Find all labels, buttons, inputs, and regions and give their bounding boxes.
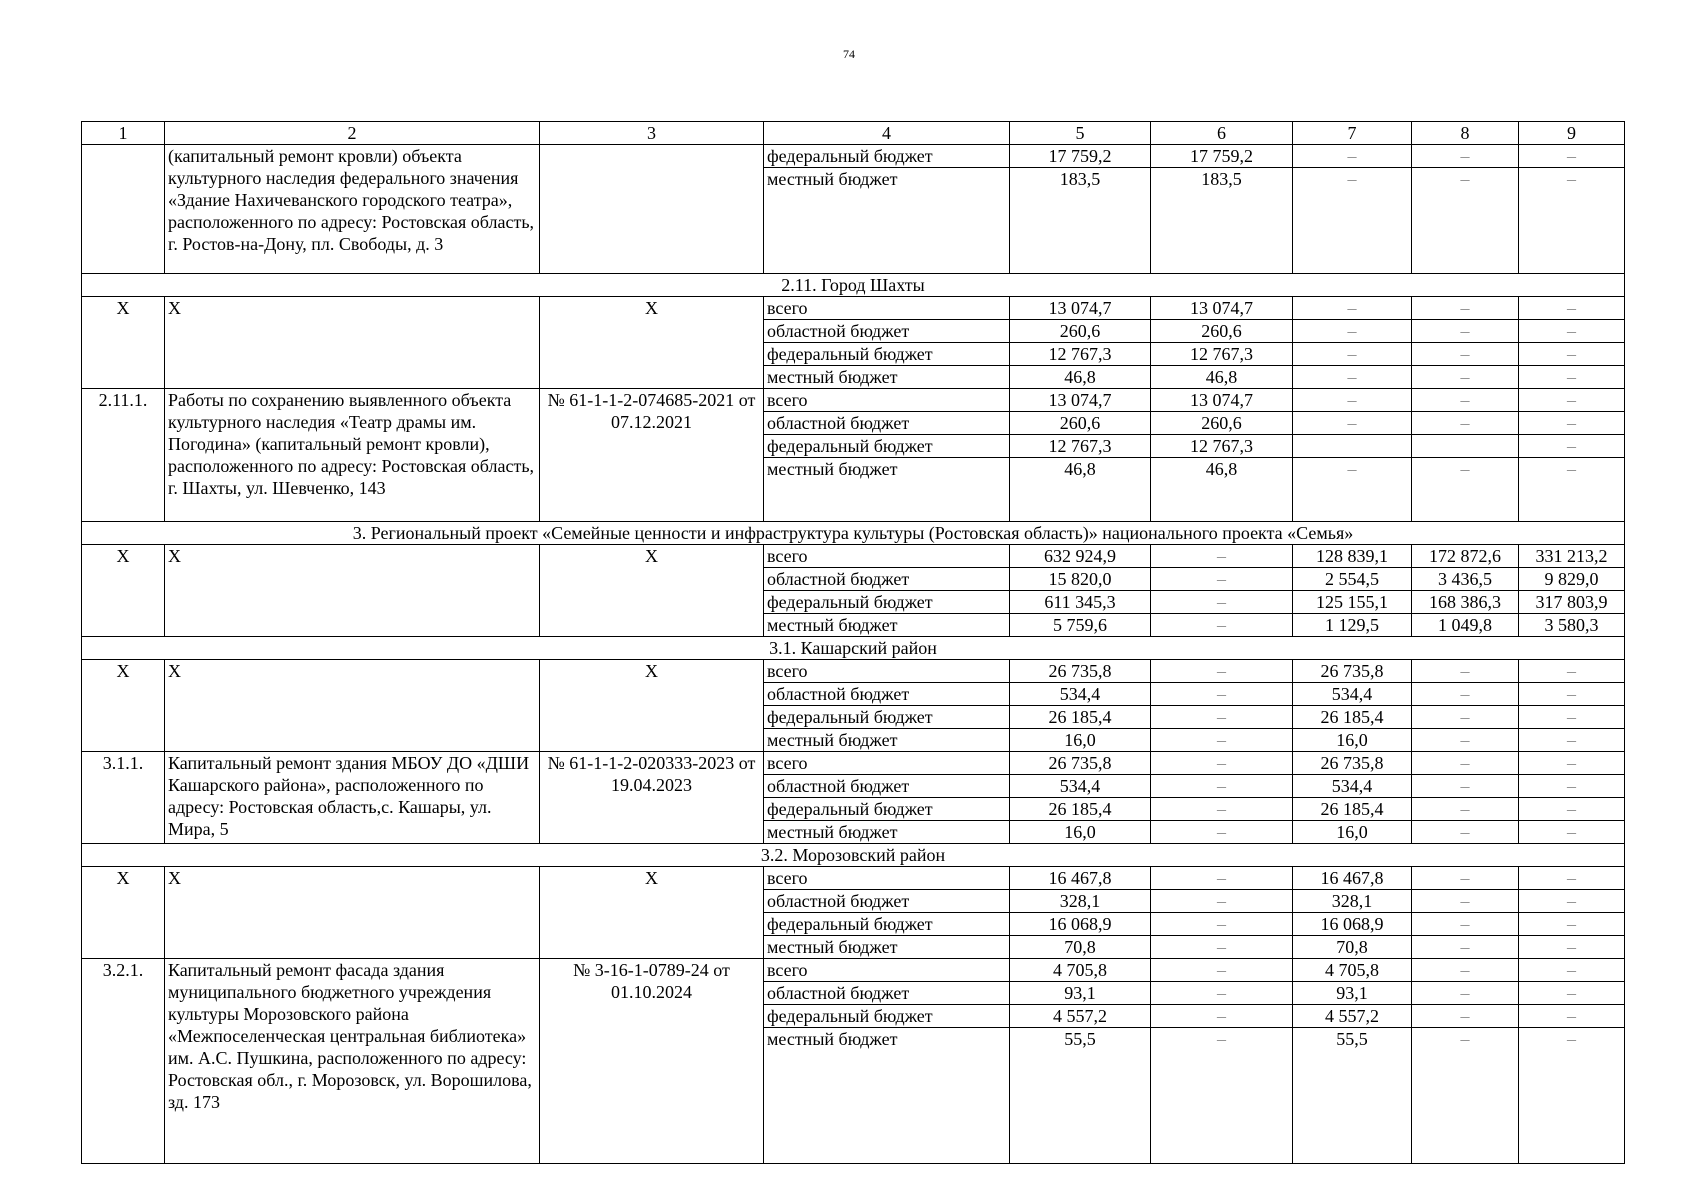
amount-col-5: 16 068,9 [1010, 913, 1151, 936]
amount-col-9: 9 829,0 [1519, 568, 1625, 591]
amount-col-5: 4 705,8 [1010, 959, 1151, 982]
amount-col-9: – [1519, 982, 1625, 1005]
amount-col-5: 534,4 [1010, 683, 1151, 706]
amount-col-8: – [1412, 412, 1519, 435]
budget-source: местный бюджет [764, 614, 1010, 637]
table-body [82, 122, 1625, 1164]
amount-col-5: 46,8 [1010, 458, 1151, 522]
budget-source: областной бюджет [764, 982, 1010, 1005]
amount-col-9: – [1519, 145, 1625, 168]
amount-col-8: 3 436,5 [1412, 568, 1519, 591]
amount-col-8: – [1412, 660, 1519, 683]
amount-col-8: – [1412, 913, 1519, 936]
amount-col-7: 4 557,2 [1293, 1005, 1412, 1028]
amount-col-5: 260,6 [1010, 412, 1151, 435]
amount-col-6: – [1151, 890, 1293, 913]
amount-col-9: – [1519, 706, 1625, 729]
amount-col-8: – [1412, 867, 1519, 890]
amount-col-5: 5 759,6 [1010, 614, 1151, 637]
amount-col-7: 16,0 [1293, 821, 1412, 844]
header-cell: 7 [1293, 122, 1412, 145]
object-name: X [165, 545, 540, 637]
budget-source: федеральный бюджет [764, 343, 1010, 366]
row-number [82, 145, 165, 274]
amount-col-6: 260,6 [1151, 320, 1293, 343]
object-name: X [165, 660, 540, 752]
amount-col-7: 125 155,1 [1293, 591, 1412, 614]
amount-col-8: 168 386,3 [1412, 591, 1519, 614]
object-name: Капитальный ремонт здания МБОУ ДО «ДШИ Кашарского района», расположенного по адресу: Ростовская область,с. Кашары, ул. Мира, 5 [165, 752, 540, 844]
amount-col-7: – [1293, 320, 1412, 343]
amount-col-6: – [1151, 591, 1293, 614]
amount-col-6: – [1151, 867, 1293, 890]
amount-col-6: 46,8 [1151, 458, 1293, 522]
section-row [82, 637, 1625, 660]
amount-col-7: 26 185,4 [1293, 798, 1412, 821]
document-reference: № 61-1-1-2-020333-2023 от 19.04.2023 [540, 752, 764, 844]
amount-col-8: – [1412, 320, 1519, 343]
amount-col-7: – [1293, 412, 1412, 435]
object-name: X [165, 297, 540, 389]
amount-col-5: 70,8 [1010, 936, 1151, 959]
amount-col-8: – [1412, 959, 1519, 982]
header-cell: 4 [764, 122, 1010, 145]
table-row [82, 959, 1625, 982]
document-reference [540, 145, 764, 274]
document-reference: № 61-1-1-2-074685-2021 от 07.12.2021 [540, 389, 764, 522]
amount-col-6: – [1151, 775, 1293, 798]
row-number: X [82, 545, 165, 637]
amount-col-5: 26 735,8 [1010, 752, 1151, 775]
budget-source: всего [764, 959, 1010, 982]
budget-source: областной бюджет [764, 320, 1010, 343]
object-name: Капитальный ремонт фасада здания муниципального бюджетного учреждения культуры Морозовского района «Межпоселенческая центральная библиотека» им. А.С. Пушкина, расположенного по адресу: Ростовская обл., г. Морозовск, ул. Ворошилова, зд. 173 [165, 959, 540, 1164]
amount-col-9: – [1519, 412, 1625, 435]
budget-source: всего [764, 752, 1010, 775]
header-cell: 2 [165, 122, 540, 145]
amount-col-7: – [1293, 168, 1412, 274]
budget-source: всего [764, 389, 1010, 412]
amount-col-7: 16 467,8 [1293, 867, 1412, 890]
amount-col-7: – [1293, 297, 1412, 320]
document-reference: X [540, 660, 764, 752]
amount-col-8: – [1412, 1005, 1519, 1028]
amount-col-9: – [1519, 913, 1625, 936]
document-reference: X [540, 545, 764, 637]
budget-source: федеральный бюджет [764, 913, 1010, 936]
amount-col-8: – [1412, 297, 1519, 320]
amount-col-9: – [1519, 435, 1625, 458]
amount-col-9: – [1519, 752, 1625, 775]
amount-col-9: – [1519, 366, 1625, 389]
table-row [82, 145, 1625, 168]
amount-col-7: 1 129,5 [1293, 614, 1412, 637]
amount-col-5: 93,1 [1010, 982, 1151, 1005]
section-row [82, 522, 1625, 545]
amount-col-9: – [1519, 458, 1625, 522]
amount-col-7: 2 554,5 [1293, 568, 1412, 591]
amount-col-7: 55,5 [1293, 1028, 1412, 1164]
amount-col-8: 1 049,8 [1412, 614, 1519, 637]
budget-source: местный бюджет [764, 1028, 1010, 1164]
row-number: 2.11.1. [82, 389, 165, 522]
budget-source: местный бюджет [764, 168, 1010, 274]
amount-col-9: – [1519, 821, 1625, 844]
object-name: Работы по сохранению выявленного объекта культурного наследия «Театр драмы им. Погодина» (капитальный ремонт кровли), расположенного по адресу: Ростовская область, г. Шахты, ул. Шевченко, 143 [165, 389, 540, 522]
budget-source: всего [764, 867, 1010, 890]
header-cell: 8 [1412, 122, 1519, 145]
amount-col-9: – [1519, 320, 1625, 343]
amount-col-5: 13 074,7 [1010, 389, 1151, 412]
amount-col-7: 534,4 [1293, 775, 1412, 798]
amount-col-9: – [1519, 683, 1625, 706]
amount-col-6: – [1151, 959, 1293, 982]
header-row [82, 122, 1625, 145]
amount-col-8 [1412, 435, 1519, 458]
amount-col-9: 331 213,2 [1519, 545, 1625, 568]
amount-col-9: 3 580,3 [1519, 614, 1625, 637]
table-row [82, 545, 1625, 568]
amount-col-9: – [1519, 1028, 1625, 1164]
amount-col-8: – [1412, 389, 1519, 412]
budget-source: местный бюджет [764, 729, 1010, 752]
amount-col-6: – [1151, 545, 1293, 568]
section-title: 3.1. Кашарский район [82, 637, 1625, 660]
budget-source: местный бюджет [764, 458, 1010, 522]
amount-col-9: – [1519, 959, 1625, 982]
amount-col-6: – [1151, 982, 1293, 1005]
amount-col-5: 183,5 [1010, 168, 1151, 274]
amount-col-9: – [1519, 168, 1625, 274]
amount-col-6: – [1151, 821, 1293, 844]
section-row [82, 844, 1625, 867]
amount-col-7: 4 705,8 [1293, 959, 1412, 982]
amount-col-7: 328,1 [1293, 890, 1412, 913]
amount-col-9: – [1519, 867, 1625, 890]
object-name: X [165, 867, 540, 959]
budget-source: федеральный бюджет [764, 435, 1010, 458]
header-cell: 1 [82, 122, 165, 145]
amount-col-6: – [1151, 798, 1293, 821]
amount-col-6: – [1151, 936, 1293, 959]
page-number: 74 [843, 47, 855, 61]
budget-source: федеральный бюджет [764, 1005, 1010, 1028]
section-title: 3. Региональный проект «Семейные ценности и инфраструктура культуры (Ростовская область)» национального проекта «Семья» [82, 522, 1625, 545]
amount-col-7: – [1293, 389, 1412, 412]
amount-col-8: – [1412, 458, 1519, 522]
budget-source: федеральный бюджет [764, 145, 1010, 168]
row-number: 3.1.1. [82, 752, 165, 844]
amount-col-5: 12 767,3 [1010, 435, 1151, 458]
header-cell: 3 [540, 122, 764, 145]
amount-col-5: 16,0 [1010, 821, 1151, 844]
amount-col-9: 317 803,9 [1519, 591, 1625, 614]
amount-col-7: 93,1 [1293, 982, 1412, 1005]
amount-col-7: 70,8 [1293, 936, 1412, 959]
amount-col-6: – [1151, 614, 1293, 637]
amount-col-9: – [1519, 936, 1625, 959]
amount-col-9: – [1519, 389, 1625, 412]
amount-col-7: 128 839,1 [1293, 545, 1412, 568]
amount-col-9: – [1519, 660, 1625, 683]
amount-col-8: – [1412, 936, 1519, 959]
amount-col-6: 13 074,7 [1151, 297, 1293, 320]
amount-col-8: – [1412, 1028, 1519, 1164]
budget-source: федеральный бюджет [764, 706, 1010, 729]
amount-col-6: 13 074,7 [1151, 389, 1293, 412]
budget-source: областной бюджет [764, 775, 1010, 798]
amount-col-8: 172 872,6 [1412, 545, 1519, 568]
budget-source: областной бюджет [764, 568, 1010, 591]
amount-col-9: – [1519, 343, 1625, 366]
amount-col-5: 632 924,9 [1010, 545, 1151, 568]
row-number: X [82, 297, 165, 389]
amount-col-6: – [1151, 683, 1293, 706]
amount-col-5: 611 345,3 [1010, 591, 1151, 614]
amount-col-6: 12 767,3 [1151, 343, 1293, 366]
amount-col-8: – [1412, 168, 1519, 274]
budget-source: всего [764, 545, 1010, 568]
amount-col-6: 183,5 [1151, 168, 1293, 274]
budget-source: местный бюджет [764, 821, 1010, 844]
amount-col-6: – [1151, 706, 1293, 729]
amount-col-7: – [1293, 458, 1412, 522]
budget-source: всего [764, 297, 1010, 320]
header-cell: 5 [1010, 122, 1151, 145]
amount-col-6: 17 759,2 [1151, 145, 1293, 168]
amount-col-5: 13 074,7 [1010, 297, 1151, 320]
amount-col-9: – [1519, 890, 1625, 913]
section-title: 3.2. Морозовский район [82, 844, 1625, 867]
budget-source: областной бюджет [764, 890, 1010, 913]
amount-col-8: – [1412, 821, 1519, 844]
document-reference: X [540, 297, 764, 389]
amount-col-6: – [1151, 1028, 1293, 1164]
row-number: X [82, 660, 165, 752]
amount-col-8: – [1412, 775, 1519, 798]
document-reference: № 3-16-1-0789-24 от 01.10.2024 [540, 959, 764, 1164]
amount-col-6: 46,8 [1151, 366, 1293, 389]
amount-col-6: – [1151, 660, 1293, 683]
amount-col-5: 4 557,2 [1010, 1005, 1151, 1028]
amount-col-5: 46,8 [1010, 366, 1151, 389]
section-row [82, 274, 1625, 297]
amount-col-6: – [1151, 1005, 1293, 1028]
table-row [82, 752, 1625, 775]
amount-col-8: – [1412, 890, 1519, 913]
amount-col-5: 15 820,0 [1010, 568, 1151, 591]
budget-source: федеральный бюджет [764, 591, 1010, 614]
budget-source: всего [764, 660, 1010, 683]
budget-table [81, 121, 1625, 1164]
amount-col-8: – [1412, 343, 1519, 366]
amount-col-5: 26 185,4 [1010, 798, 1151, 821]
amount-col-8: – [1412, 752, 1519, 775]
amount-col-5: 534,4 [1010, 775, 1151, 798]
budget-source: областной бюджет [764, 412, 1010, 435]
amount-col-6: – [1151, 913, 1293, 936]
table-row [82, 867, 1625, 890]
budget-source: местный бюджет [764, 936, 1010, 959]
amount-col-9: – [1519, 297, 1625, 320]
amount-col-7 [1293, 435, 1412, 458]
budget-source: федеральный бюджет [764, 798, 1010, 821]
table-row [82, 660, 1625, 683]
section-title: 2.11. Город Шахты [82, 274, 1625, 297]
amount-col-7: 26 185,4 [1293, 706, 1412, 729]
amount-col-6: 12 767,3 [1151, 435, 1293, 458]
row-number: 3.2.1. [82, 959, 165, 1164]
table-row [82, 389, 1625, 412]
amount-col-5: 26 185,4 [1010, 706, 1151, 729]
amount-col-9: – [1519, 1005, 1625, 1028]
amount-col-5: 17 759,2 [1010, 145, 1151, 168]
header-cell: 9 [1519, 122, 1625, 145]
amount-col-6: – [1151, 568, 1293, 591]
budget-source: местный бюджет [764, 366, 1010, 389]
amount-col-7: 16 068,9 [1293, 913, 1412, 936]
object-name: (капитальный ремонт кровли) объекта культурного наследия федерального значения «Здание Нахичеванского городского театра», расположенного по адресу: Ростовская область, г. Ростов-на-Дону, пл. Свободы, д. 3 [165, 145, 540, 274]
amount-col-6: – [1151, 729, 1293, 752]
amount-col-5: 26 735,8 [1010, 660, 1151, 683]
amount-col-5: 16 467,8 [1010, 867, 1151, 890]
amount-col-5: 260,6 [1010, 320, 1151, 343]
amount-col-7: 26 735,8 [1293, 660, 1412, 683]
amount-col-7: 16,0 [1293, 729, 1412, 752]
amount-col-8: – [1412, 366, 1519, 389]
amount-col-7: 534,4 [1293, 683, 1412, 706]
amount-col-8: – [1412, 798, 1519, 821]
budget-source: областной бюджет [764, 683, 1010, 706]
amount-col-5: 55,5 [1010, 1028, 1151, 1164]
header-cell: 6 [1151, 122, 1293, 145]
amount-col-5: 16,0 [1010, 729, 1151, 752]
amount-col-8: – [1412, 982, 1519, 1005]
amount-col-6: 260,6 [1151, 412, 1293, 435]
amount-col-7: – [1293, 343, 1412, 366]
row-number: X [82, 867, 165, 959]
amount-col-8: – [1412, 706, 1519, 729]
amount-col-5: 12 767,3 [1010, 343, 1151, 366]
amount-col-9: – [1519, 798, 1625, 821]
amount-col-8: – [1412, 145, 1519, 168]
amount-col-7: – [1293, 366, 1412, 389]
amount-col-6: – [1151, 752, 1293, 775]
amount-col-8: – [1412, 729, 1519, 752]
amount-col-7: – [1293, 145, 1412, 168]
amount-col-7: 26 735,8 [1293, 752, 1412, 775]
amount-col-9: – [1519, 729, 1625, 752]
amount-col-8: – [1412, 683, 1519, 706]
table-row [82, 297, 1625, 320]
document-reference: X [540, 867, 764, 959]
amount-col-5: 328,1 [1010, 890, 1151, 913]
amount-col-9: – [1519, 775, 1625, 798]
